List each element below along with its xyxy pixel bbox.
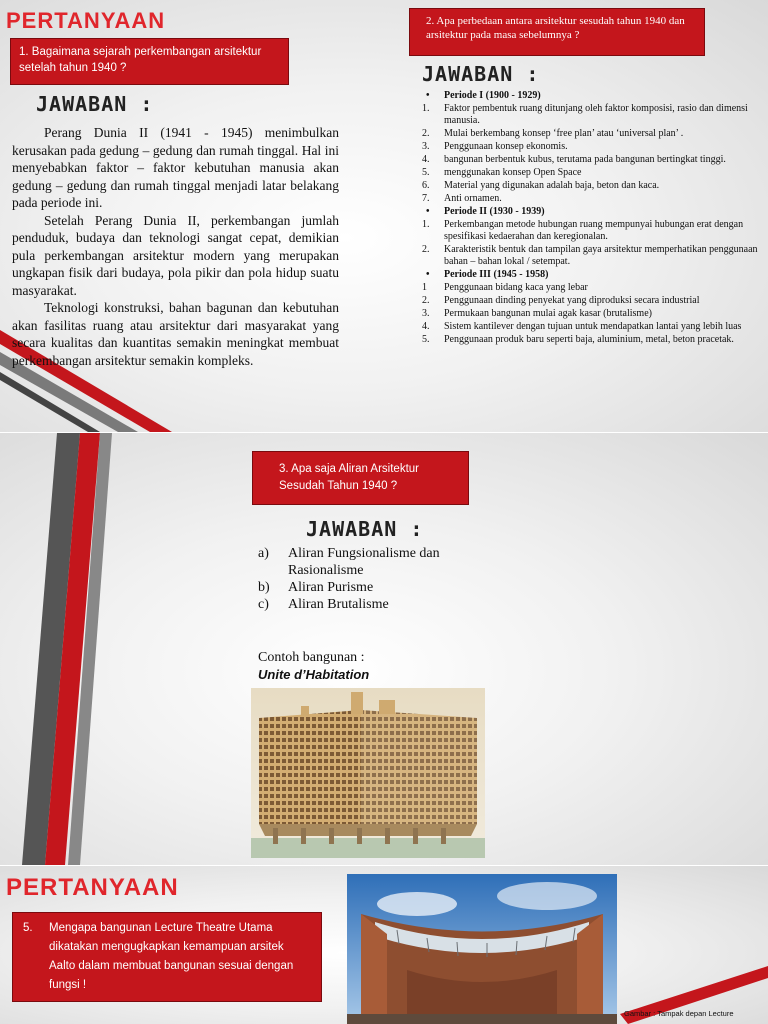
list-marker: •: [426, 90, 430, 101]
list-marker: b): [258, 580, 270, 595]
period-heading: [422, 90, 762, 102]
answer-label-3: JAWABAN :: [306, 517, 424, 541]
list-marker: 2.: [422, 295, 430, 306]
list-item-text: Material yang digunakan adalah baja, beton dan kaca.: [444, 180, 660, 191]
period-list-item: [422, 193, 762, 205]
answer-1-paragraph: Perang Dunia II (1941 - 1945) menimbulkan kerusakan pada gedung – gedung dan rumah tinggal. Hal ini menyebabkan faktor – faktor kebutuhan manusia akan gedung – gedung dan rumah tinggal menjadi latar belakang pada periode ini.: [12, 125, 339, 210]
question-3-text: 3. Apa saja Aliran Arsitektur Sesudah Tahun 1940 ?: [279, 463, 419, 492]
lecture-theatre-photo: [347, 874, 617, 1024]
photo-caption: Gambar : Tampak depan Lecture: [624, 1009, 734, 1018]
list-item-text: Periode III (1945 - 1958): [444, 269, 549, 280]
period-list-item: [422, 128, 762, 140]
question-5-number: 5.: [23, 922, 33, 934]
question-5-text: Mengapa bangunan Lecture Theatre Utama dikatakan mengugkapkan kemampuan arsitek Aalto dalam membuat bangunan sesuai dengan fungsi !: [49, 922, 294, 991]
period-list: [422, 90, 762, 347]
list-item-text: Faktor pembentuk ruang ditunjang oleh faktor komposisi, rasio dan dimensi manusia.: [444, 103, 748, 126]
list-marker: 1: [422, 282, 427, 293]
period-list-item: [422, 180, 762, 192]
list-item-text: Aliran Fungsionalisme dan Rasionalisme: [288, 546, 440, 578]
period-list-item: [422, 244, 762, 268]
list-item-text: Perkembangan metode hubungan ruang mempunyai hubungan erat dengan spesifikasi kedaerahan dan keregionalan.: [444, 219, 744, 242]
period-heading: [422, 269, 762, 281]
answer-label-1: JAWABAN :: [36, 92, 154, 116]
list-marker: a): [258, 546, 269, 561]
aliran-list: [258, 545, 478, 613]
question-3-box: [252, 451, 469, 505]
list-marker: 7.: [422, 193, 430, 204]
answer-1-text: [12, 124, 339, 369]
heading-pertanyaan: PERTANYAAN: [6, 874, 179, 901]
list-marker: 1.: [422, 219, 430, 230]
question-2-box: [409, 8, 705, 56]
question-5-box: [12, 912, 322, 1002]
list-item-text: Penggunaan dinding penyekat yang diproduksi secara industrial: [444, 295, 700, 306]
question-1-text: 1. Bagaimana sejarah perkembangan arsitektur setelah tahun 1940 ?: [19, 46, 262, 74]
period-list-item: [422, 103, 762, 127]
list-item-text: Aliran Purisme: [288, 580, 374, 595]
list-marker: c): [258, 597, 269, 612]
decorative-stripes: [0, 433, 120, 865]
list-marker: 4.: [422, 321, 430, 332]
period-list-item: [422, 154, 762, 166]
list-item-text: Periode II (1930 - 1939): [444, 206, 545, 217]
period-list-item: [422, 308, 762, 320]
unite-habitation-photo: [251, 688, 485, 858]
list-item-text: menggunakan konsep Open Space: [444, 167, 582, 178]
list-item-text: Permukaan bangunan mulai agak kasar (brutalisme): [444, 308, 652, 319]
building-name: Unite d’Habitation: [258, 667, 370, 682]
list-item-text: Mulai berkembang konsep ‘free plan’ atau ‘universal plan’ .: [444, 128, 684, 139]
heading-pertanyaan: PERTANYAAN: [6, 8, 166, 33]
list-item-text: Sistem kantilever dengan tujuan untuk mendapatkan lantai yang lebih luas: [444, 321, 742, 332]
list-marker: 3.: [422, 308, 430, 319]
list-item-text: Penggunaan bidang kaca yang lebar: [444, 282, 588, 293]
aliran-list-item: [258, 579, 478, 596]
list-item-text: Karakteristik bentuk dan tampilan gaya arsitektur memperhatikan penggunaan bahan – bahan lokal / setempat.: [444, 244, 758, 267]
contoh-label: Contoh bangunan :: [258, 650, 365, 665]
aliran-list-item: [258, 596, 478, 613]
list-marker: 6.: [422, 180, 430, 191]
slide-1: [0, 0, 768, 432]
period-list-item: [422, 321, 762, 333]
period-list-item: [422, 219, 762, 243]
slide-2: [0, 433, 768, 865]
list-marker: 2.: [422, 128, 430, 139]
list-item-text: Anti ornamen.: [444, 193, 502, 204]
question-2-text: 2. Apa perbedaan antara arsitektur sesudah tahun 1940 dan arsitektur pada masa sebelumnya ?: [426, 15, 685, 41]
period-heading: [422, 206, 762, 218]
period-list-item: [422, 334, 762, 346]
answer-1-paragraph: Teknologi konstruksi, bahan bagunan dan kebutuhan akan fasilitas ruang atau arsitektur dari masyarakat yang secara kualitas dan kuantitas semakin meningkat membuat perkembangan arsitektur semakin kompleks.: [12, 300, 339, 368]
list-item-text: Periode I (1900 - 1929): [444, 90, 541, 101]
period-list-item: [422, 282, 762, 294]
list-item-text: bangunan berbentuk kubus, terutama pada bangunan bertingkat tinggi.: [444, 154, 726, 165]
list-marker: •: [426, 206, 430, 217]
list-item-text: Penggunaan konsep ekonomis.: [444, 141, 568, 152]
list-marker: 5.: [422, 334, 430, 345]
period-list-item: [422, 167, 762, 179]
list-item-text: Penggunaan produk baru seperti baja, aluminium, metal, beton pracetak.: [444, 334, 734, 345]
list-marker: 4.: [422, 154, 430, 165]
aliran-list-item: [258, 545, 478, 579]
answer-1-paragraph: Setelah Perang Dunia II, perkembangan jumlah penduduk, budaya dan teknologi sangat cepat, demikian pula perkembangan arsitektur modern yang merupakan ungkapan fisik dari budaya, pola pikir dan pola hidup suatu masyarakat.: [12, 212, 339, 298]
list-marker: 3.: [422, 141, 430, 152]
list-item-text: Aliran Brutalisme: [288, 597, 389, 612]
list-marker: 5.: [422, 167, 430, 178]
list-marker: 1.: [422, 103, 430, 114]
period-list-item: [422, 141, 762, 153]
list-marker: •: [426, 269, 430, 280]
slide-3: [0, 866, 768, 1024]
question-1-box: [10, 38, 289, 85]
list-marker: 2.: [422, 244, 430, 255]
period-list-item: [422, 295, 762, 307]
answer-label-2: JAWABAN :: [422, 62, 540, 86]
